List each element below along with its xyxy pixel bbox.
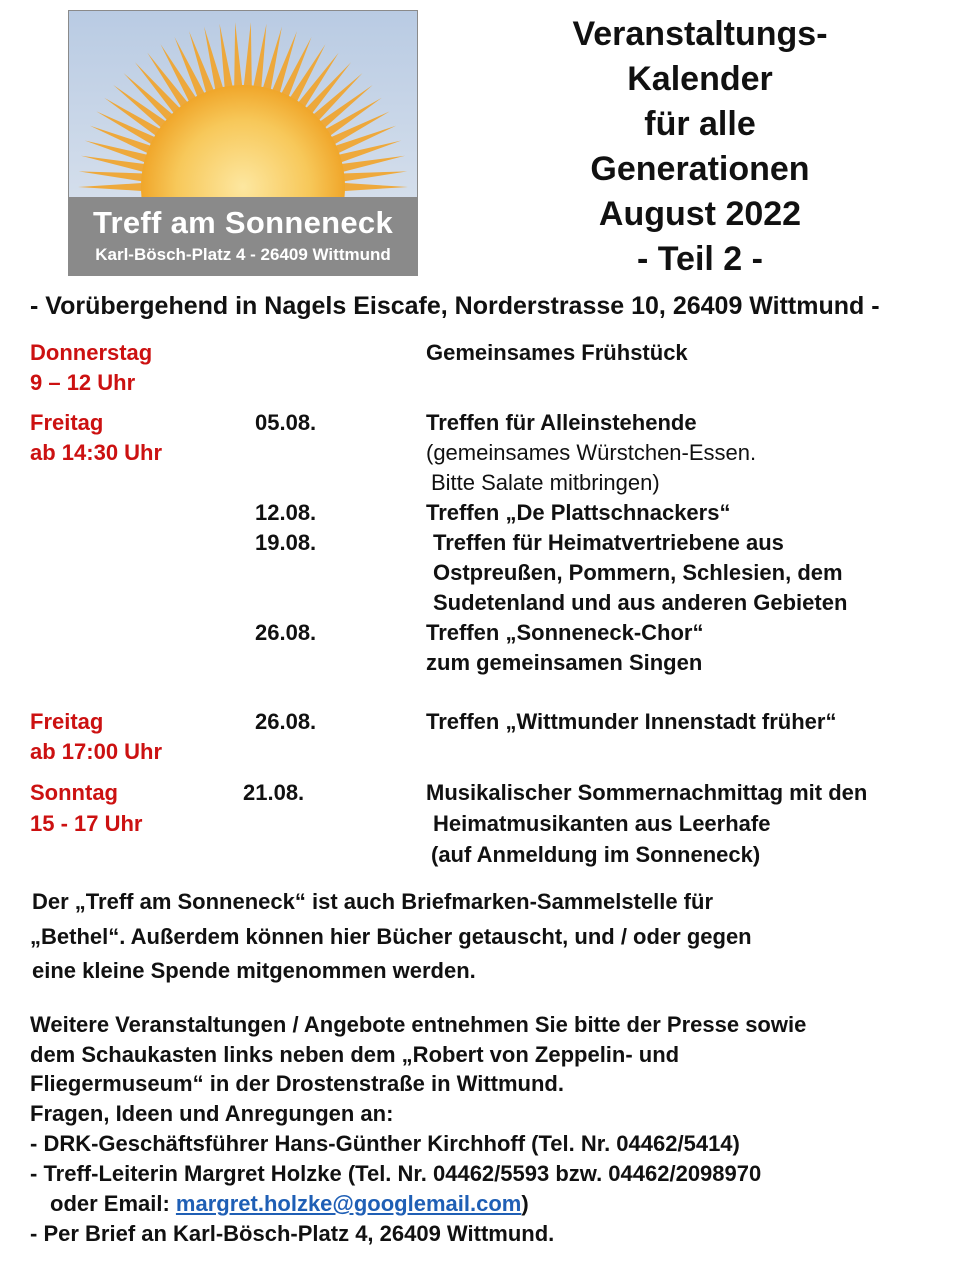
info-line: - Per Brief an Karl-Bösch-Platz 4, 26409 Wittmund. (30, 1221, 555, 1246)
event-title: Treffen für Alleinstehende (426, 410, 697, 435)
event-title: Treffen „Sonneneck-Chor“ (426, 620, 704, 645)
event-title: zum gemeinsamen Singen (426, 650, 703, 675)
schedule-time: 15 - 17 Uhr (30, 811, 143, 836)
title-line: Kalender (627, 60, 773, 98)
logo-name: Treff am Sonneneck (93, 205, 393, 240)
logo-band (69, 197, 417, 275)
notice-line: „Bethel“. Außerdem können hier Bücher getauscht, und / oder gegen (30, 924, 752, 949)
event-date: 12.08. (255, 500, 317, 525)
location-note: - Vorübergehend in Nagels Eiscafe, Norderstrasse 10, 26409 Wittmund - (30, 292, 880, 320)
logo (68, 10, 418, 276)
email-suffix: ) (521, 1191, 529, 1216)
schedule-day: Freitag (30, 709, 104, 734)
title-line: Generationen (590, 150, 810, 188)
email-link[interactable]: margret.holzke@googlemail.com (175, 1191, 522, 1216)
schedule-time: 9 – 12 Uhr (30, 370, 136, 395)
event-title: Treffen für Heimatvertriebene aus (433, 530, 784, 555)
title-line: - Teil 2 - (637, 240, 763, 278)
title-line: Veranstaltungs- (572, 15, 828, 53)
page-title (540, 12, 860, 282)
event-title: Treffen „De Plattschnackers“ (426, 500, 731, 525)
event-title: Sudetenland und aus anderen Gebieten (433, 590, 848, 615)
info-email-line (50, 1191, 529, 1217)
event-title: Gemeinsames Frühstück (426, 340, 688, 365)
event-title: Treffen „Wittmunder Innenstadt früher“ (426, 709, 837, 734)
event-date: 05.08. (255, 410, 317, 435)
title-line: August 2022 (598, 195, 802, 233)
event-date: 26.08. (255, 620, 317, 645)
event-title: Ostpreußen, Pommern, Schlesien, dem (433, 560, 843, 585)
info-line: Weitere Veranstaltungen / Angebote entnehmen Sie bitte der Presse sowie (30, 1012, 807, 1037)
email-prefix: oder Email: (50, 1191, 176, 1216)
logo-address: Karl-Bösch-Platz 4 - 26409 Wittmund (95, 245, 391, 264)
event-note: (gemeinsames Würstchen-Essen. (426, 440, 757, 465)
info-line: - DRK-Geschäftsführer Hans-Günther Kirchhoff (Tel. Nr. 04462/5414) (30, 1131, 740, 1156)
event-title: (auf Anmeldung im Sonneneck) (431, 842, 761, 867)
info-line: Fliegermuseum“ in der Drostenstraße in Wittmund. (30, 1071, 564, 1096)
schedule-day: Sonntag (30, 780, 118, 805)
event-date: 26.08. (255, 709, 317, 734)
event-title: Heimatmusikanten aus Leerhafe (433, 811, 771, 836)
schedule-day: Freitag (30, 410, 104, 435)
schedule-time: ab 14:30 Uhr (30, 440, 163, 465)
event-date: 21.08. (243, 780, 305, 805)
schedule-day: Donnerstag (30, 340, 153, 365)
info-line: dem Schaukasten links neben dem „Robert von Zeppelin- und (30, 1042, 680, 1067)
info-line: Fragen, Ideen und Anregungen an: (30, 1101, 394, 1126)
notice-line: eine kleine Spende mitgenommen werden. (32, 958, 476, 983)
event-date: 19.08. (255, 530, 317, 555)
title-line: für alle (644, 105, 756, 143)
event-note: Bitte Salate mitbringen) (431, 470, 660, 495)
info-line: - Treff-Leiterin Margret Holzke (Tel. Nr. 04462/5593 bzw. 04462/2098970 (30, 1161, 762, 1186)
schedule-time: ab 17:00 Uhr (30, 739, 163, 764)
event-title: Musikalischer Sommernachmittag mit den (426, 780, 868, 805)
notice-line: Der „Treff am Sonneneck“ ist auch Briefmarken-Sammelstelle für (32, 889, 714, 914)
